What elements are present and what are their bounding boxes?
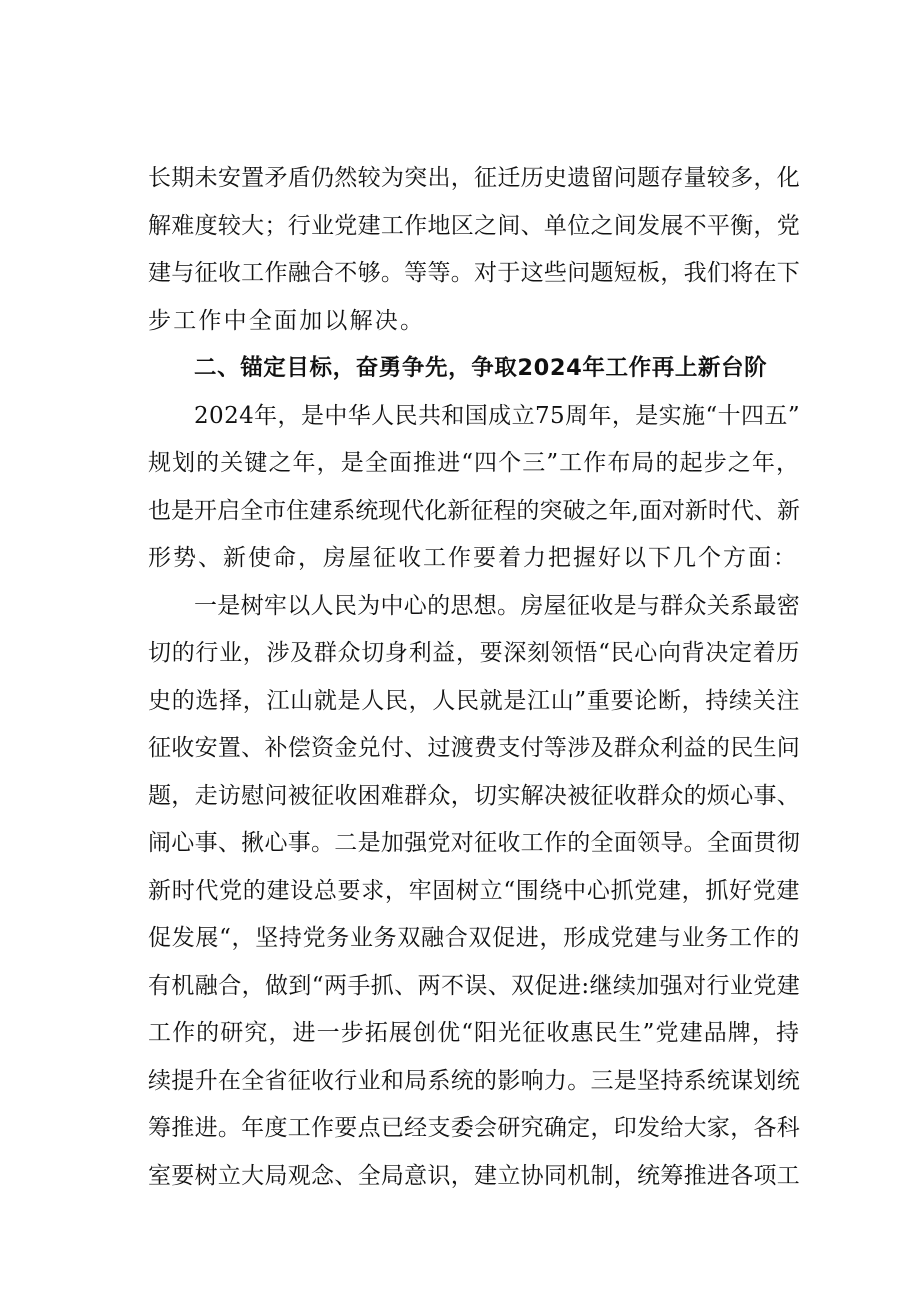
document-body [148, 155, 800, 1200]
text-line: 工作的研究，进一步拓展创优“阳光征收惠民生”党建品牌，持 [148, 1020, 800, 1046]
text-line: 征收安置、补偿资金兑付、过渡费支付等涉及群众利益的民生问 [148, 735, 800, 761]
paragraph-2024-overview [148, 393, 800, 583]
text-line: 一是树牢以人民为中心的思想。房屋征收是与群众关系最密 [194, 592, 800, 619]
text-line: 解难度较大；行业党建工作地区之间、单位之间发展不平衡，党 [148, 212, 800, 239]
text-line: 史的选择，江山就是人民，人民就是江山”重要论断，持续关注 [148, 687, 800, 714]
text-line: 长期未安置矛盾仍然较为突出，征迁历史遗留问题存量较多，化 [148, 165, 800, 191]
section-heading-wrap [148, 345, 800, 393]
text-line: 形势、新使命，房屋征收工作要着力把握好以下几个方面： [148, 545, 798, 571]
text-line: 规划的关键之年，是全面推进“四个三”工作布局的起步之年， [148, 450, 800, 476]
section-heading: 二、锚定目标，奋勇争先，争取2024年工作再上新台阶 [194, 355, 768, 381]
paragraph-key-tasks [148, 583, 800, 1201]
text-line: 也是开启全市住建系统现代化新征程的突破之年,面对新时代、新 [148, 497, 800, 524]
text-line: 建与征收工作融合不够。等等。对于这些问题短板，我们将在下 [148, 260, 800, 286]
paragraph-problems [148, 155, 800, 345]
text-line: 题，走访慰问被征收困难群众，切实解决被征收群众的烦心事、 [148, 782, 800, 809]
text-line: 闹心事、揪心事。二是加强党对征收工作的全面领导。全面贯彻 [148, 830, 800, 856]
text-line: 续提升在全省征收行业和局系统的影响力。三是坚持系统谋划统 [148, 1067, 800, 1094]
text-line: 室要树立大局观念、全局意识，建立协同机制，统筹推进各项工 [148, 1162, 800, 1189]
text-line: 新时代党的建设总要求，牢固树立“围绕中心抓党建，抓好党建 [148, 877, 800, 904]
text-line: 筹推进。年度工作要点已经支委会研究确定，印发给大家，各科 [148, 1115, 800, 1141]
text-line: 有机融合，做到“两手抓、两不误、双促进:继续加强对行业党建 [148, 972, 801, 999]
text-line: 促发展“，坚持党务业务双融合双促进，形成党建与业务工作的 [148, 925, 800, 951]
text-line: 切的行业，涉及群众切身利益，要深刻领悟“民心向背决定着历 [148, 640, 800, 666]
text-line: 2024年，是中华人民共和国成立75周年，是实施“十四五” [194, 402, 800, 429]
text-line: 步工作中全面加以解决。 [148, 307, 426, 334]
